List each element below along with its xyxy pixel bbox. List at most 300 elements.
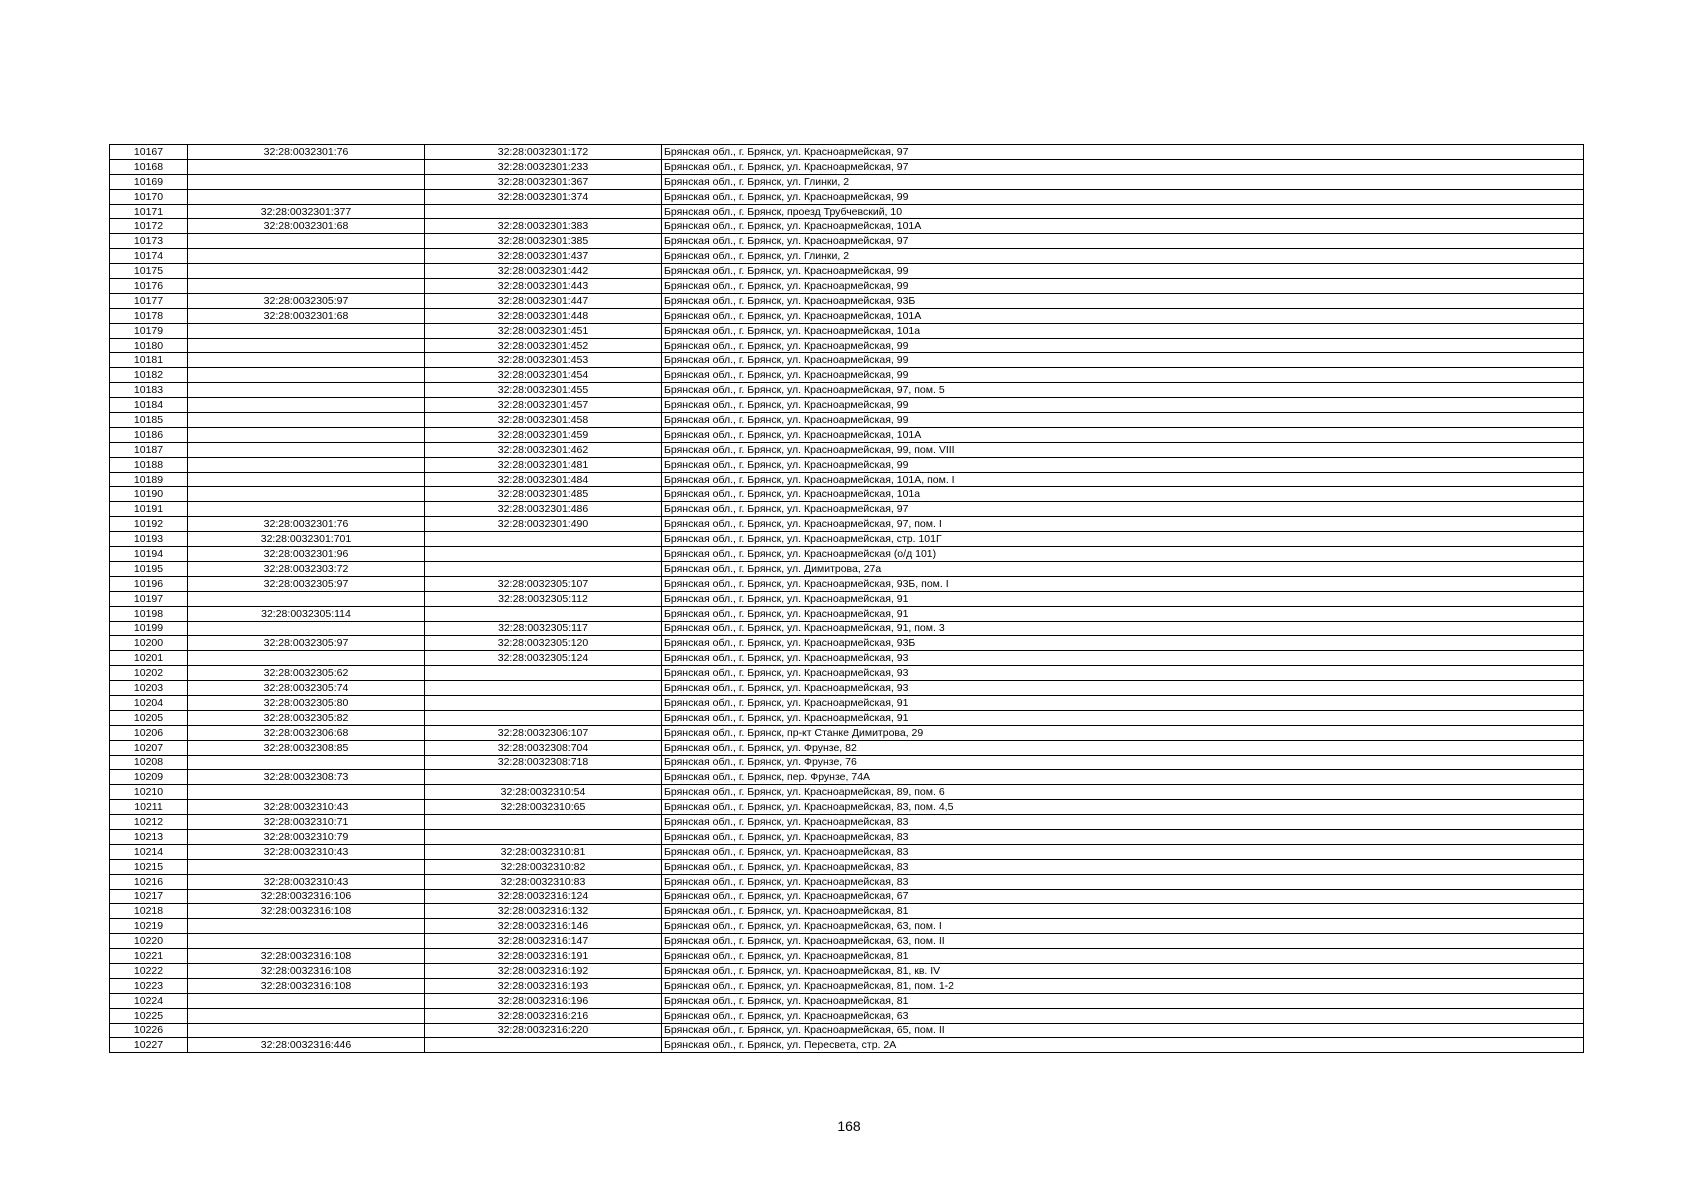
row-number-cell: 10215 <box>110 859 188 874</box>
address-cell: Брянская обл., г. Брянск, ул. Красноармейская, 99 <box>662 353 1584 368</box>
parent-cadastral-number-cell: 32:28:0032305:114 <box>188 606 425 621</box>
table-row <box>110 472 1584 487</box>
table-row <box>110 844 1584 859</box>
parent-cadastral-number-cell <box>188 755 425 770</box>
parent-cadastral-number-cell <box>188 353 425 368</box>
row-number-cell: 10208 <box>110 755 188 770</box>
cadastral-number-cell: 32:28:0032301:374 <box>425 189 662 204</box>
address-cell: Брянская обл., г. Брянск, ул. Фрунзе, 76 <box>662 755 1584 770</box>
cadastral-number-cell: 32:28:0032301:451 <box>425 323 662 338</box>
cadastral-number-cell <box>425 695 662 710</box>
cadastral-number-cell: 32:28:0032316:132 <box>425 904 662 919</box>
row-number-cell: 10168 <box>110 159 188 174</box>
parent-cadastral-number-cell <box>188 279 425 294</box>
row-number-cell: 10222 <box>110 963 188 978</box>
parent-cadastral-number-cell: 32:28:0032316:106 <box>188 889 425 904</box>
parent-cadastral-number-cell <box>188 591 425 606</box>
address-cell: Брянская обл., г. Брянск, ул. Красноармейская, 101А <box>662 219 1584 234</box>
row-number-cell: 10203 <box>110 681 188 696</box>
table-row <box>110 249 1584 264</box>
address-cell: Брянская обл., г. Брянск, ул. Красноармейская, 97 <box>662 159 1584 174</box>
cadastral-number-cell: 32:28:0032316:147 <box>425 934 662 949</box>
row-number-cell: 10177 <box>110 293 188 308</box>
parent-cadastral-number-cell <box>188 249 425 264</box>
address-cell: Брянская обл., г. Брянск, ул. Красноармейская, 83 <box>662 829 1584 844</box>
row-number-cell: 10218 <box>110 904 188 919</box>
row-number-cell: 10190 <box>110 487 188 502</box>
row-number-cell: 10219 <box>110 919 188 934</box>
row-number-cell: 10167 <box>110 145 188 160</box>
row-number-cell: 10189 <box>110 472 188 487</box>
cadastral-number-cell <box>425 666 662 681</box>
table-row <box>110 264 1584 279</box>
table-row <box>110 591 1584 606</box>
table-row <box>110 353 1584 368</box>
address-cell: Брянская обл., г. Брянск, ул. Красноармейская, 91 <box>662 606 1584 621</box>
address-cell: Брянская обл., г. Брянск, ул. Красноармейская, стр. 101Г <box>662 532 1584 547</box>
address-cell: Брянская обл., г. Брянск, ул. Красноармейская, 101А, пом. I <box>662 472 1584 487</box>
row-number-cell: 10185 <box>110 413 188 428</box>
cadastral-number-cell <box>425 770 662 785</box>
cadastral-number-cell <box>425 710 662 725</box>
address-cell: Брянская обл., г. Брянск, ул. Красноармейская, 99 <box>662 279 1584 294</box>
parent-cadastral-number-cell: 32:28:0032305:62 <box>188 666 425 681</box>
cadastral-number-cell: 32:28:0032316:191 <box>425 949 662 964</box>
parent-cadastral-number-cell <box>188 383 425 398</box>
parent-cadastral-number-cell <box>188 859 425 874</box>
table-row <box>110 725 1584 740</box>
cadastral-number-cell: 32:28:0032301:459 <box>425 427 662 442</box>
row-number-cell: 10194 <box>110 547 188 562</box>
parent-cadastral-number-cell <box>188 442 425 457</box>
cadastral-number-cell: 32:28:0032316:146 <box>425 919 662 934</box>
parent-cadastral-number-cell: 32:28:0032305:74 <box>188 681 425 696</box>
row-number-cell: 10170 <box>110 189 188 204</box>
table-row <box>110 547 1584 562</box>
table-row <box>110 413 1584 428</box>
address-cell: Брянская обл., г. Брянск, ул. Красноармейская, 97, пом. 5 <box>662 383 1584 398</box>
row-number-cell: 10187 <box>110 442 188 457</box>
address-cell: Брянская обл., г. Брянск, ул. Красноармейская, 97, пом. I <box>662 517 1584 532</box>
address-cell: Брянская обл., г. Брянск, ул. Фрунзе, 82 <box>662 740 1584 755</box>
table-row <box>110 517 1584 532</box>
parent-cadastral-number-cell <box>188 472 425 487</box>
table-row <box>110 427 1584 442</box>
parent-cadastral-number-cell: 32:28:0032316:108 <box>188 963 425 978</box>
address-cell: Брянская обл., г. Брянск, ул. Красноармейская, 81 <box>662 904 1584 919</box>
address-cell: Брянская обл., г. Брянск, ул. Красноармейская, 65, пом. II <box>662 1023 1584 1038</box>
row-number-cell: 10200 <box>110 636 188 651</box>
cadastral-number-cell: 32:28:0032305:112 <box>425 591 662 606</box>
cadastral-number-cell: 32:28:0032310:65 <box>425 800 662 815</box>
parent-cadastral-number-cell <box>188 502 425 517</box>
table-row <box>110 308 1584 323</box>
row-number-cell: 10223 <box>110 978 188 993</box>
address-cell: Брянская обл., г. Брянск, ул. Глинки, 2 <box>662 174 1584 189</box>
parent-cadastral-number-cell <box>188 934 425 949</box>
address-cell: Брянская обл., г. Брянск, ул. Красноармейская, 99 <box>662 457 1584 472</box>
cadastral-number-cell: 32:28:0032316:216 <box>425 1008 662 1023</box>
parent-cadastral-number-cell <box>188 398 425 413</box>
table-row <box>110 293 1584 308</box>
table-row <box>110 651 1584 666</box>
address-cell: Брянская обл., г. Брянск, ул. Красноармейская, 91 <box>662 591 1584 606</box>
cadastral-number-cell: 32:28:0032301:481 <box>425 457 662 472</box>
cadastral-number-cell: 32:28:0032308:704 <box>425 740 662 755</box>
cadastral-number-cell: 32:28:0032301:447 <box>425 293 662 308</box>
parent-cadastral-number-cell: 32:28:0032310:43 <box>188 844 425 859</box>
row-number-cell: 10178 <box>110 308 188 323</box>
cadastral-number-cell: 32:28:0032301:490 <box>425 517 662 532</box>
cadastral-number-cell <box>425 815 662 830</box>
table-row <box>110 666 1584 681</box>
parent-cadastral-number-cell: 32:28:0032301:96 <box>188 547 425 562</box>
table-row <box>110 859 1584 874</box>
row-number-cell: 10201 <box>110 651 188 666</box>
address-cell: Брянская обл., г. Брянск, ул. Красноармейская, 63, пом. I <box>662 919 1584 934</box>
parent-cadastral-number-cell: 32:28:0032310:43 <box>188 800 425 815</box>
cadastral-number-cell: 32:28:0032316:196 <box>425 993 662 1008</box>
table-row <box>110 368 1584 383</box>
row-number-cell: 10209 <box>110 770 188 785</box>
table-row <box>110 710 1584 725</box>
cadastral-number-cell: 32:28:0032301:448 <box>425 308 662 323</box>
row-number-cell: 10217 <box>110 889 188 904</box>
row-number-cell: 10188 <box>110 457 188 472</box>
cadastral-number-cell: 32:28:0032316:192 <box>425 963 662 978</box>
address-cell: Брянская обл., г. Брянск, ул. Красноармейская, 81 <box>662 949 1584 964</box>
row-number-cell: 10184 <box>110 398 188 413</box>
table-row <box>110 963 1584 978</box>
row-number-cell: 10211 <box>110 800 188 815</box>
table-row <box>110 770 1584 785</box>
cadastral-number-cell: 32:28:0032301:462 <box>425 442 662 457</box>
parent-cadastral-number-cell: 32:28:0032305:97 <box>188 293 425 308</box>
address-cell: Брянская обл., г. Брянск, ул. Красноармейская, 91 <box>662 710 1584 725</box>
table-row <box>110 502 1584 517</box>
row-number-cell: 10198 <box>110 606 188 621</box>
address-cell: Брянская обл., г. Брянск, ул. Красноармейская, 83 <box>662 859 1584 874</box>
row-number-cell: 10212 <box>110 815 188 830</box>
parent-cadastral-number-cell: 32:28:0032301:76 <box>188 145 425 160</box>
address-cell: Брянская обл., г. Брянск, пр-кт Станке Димитрова, 29 <box>662 725 1584 740</box>
address-cell: Брянская обл., г. Брянск, ул. Красноармейская, 83 <box>662 844 1584 859</box>
parent-cadastral-number-cell: 32:28:0032310:71 <box>188 815 425 830</box>
cadastral-number-cell: 32:28:0032301:367 <box>425 174 662 189</box>
table-row <box>110 815 1584 830</box>
address-cell: Брянская обл., г. Брянск, ул. Красноармейская, 81 <box>662 993 1584 1008</box>
cadastral-number-cell <box>425 1038 662 1053</box>
row-number-cell: 10182 <box>110 368 188 383</box>
table-row <box>110 904 1584 919</box>
cadastral-number-cell: 32:28:0032301:485 <box>425 487 662 502</box>
cadastral-number-cell: 32:28:0032316:193 <box>425 978 662 993</box>
parent-cadastral-number-cell: 32:28:0032303:72 <box>188 561 425 576</box>
parent-cadastral-number-cell: 32:28:0032301:377 <box>188 204 425 219</box>
table-row <box>110 800 1584 815</box>
parent-cadastral-number-cell: 32:28:0032305:82 <box>188 710 425 725</box>
row-number-cell: 10174 <box>110 249 188 264</box>
table-row <box>110 681 1584 696</box>
address-cell: Брянская обл., г. Брянск, ул. Красноармейская, 99 <box>662 398 1584 413</box>
cadastral-number-cell: 32:28:0032301:385 <box>425 234 662 249</box>
row-number-cell: 10210 <box>110 785 188 800</box>
cadastral-number-cell: 32:28:0032310:81 <box>425 844 662 859</box>
address-cell: Брянская обл., г. Брянск, ул. Красноармейская, 81, кв. IV <box>662 963 1584 978</box>
row-number-cell: 10172 <box>110 219 188 234</box>
table-row <box>110 785 1584 800</box>
parent-cadastral-number-cell <box>188 413 425 428</box>
cadastral-number-cell <box>425 606 662 621</box>
cadastral-number-cell: 32:28:0032305:124 <box>425 651 662 666</box>
row-number-cell: 10196 <box>110 576 188 591</box>
address-cell: Брянская обл., г. Брянск, ул. Димитрова, 27а <box>662 561 1584 576</box>
address-cell: Брянская обл., г. Брянск, ул. Красноармейская, 101А <box>662 308 1584 323</box>
table-row <box>110 189 1584 204</box>
cadastral-number-cell: 32:28:0032305:107 <box>425 576 662 591</box>
cadastral-number-cell: 32:28:0032316:220 <box>425 1023 662 1038</box>
page-number: 168 <box>837 1118 861 1134</box>
table-row <box>110 398 1584 413</box>
parent-cadastral-number-cell <box>188 323 425 338</box>
table-row <box>110 606 1584 621</box>
cadastral-number-cell: 32:28:0032301:484 <box>425 472 662 487</box>
table-row <box>110 889 1584 904</box>
table-row <box>110 219 1584 234</box>
cadastral-number-cell: 32:28:0032301:486 <box>425 502 662 517</box>
cadastral-number-cell <box>425 532 662 547</box>
parent-cadastral-number-cell <box>188 189 425 204</box>
table-row <box>110 1038 1584 1053</box>
table-row <box>110 204 1584 219</box>
row-number-cell: 10176 <box>110 279 188 294</box>
row-number-cell: 10225 <box>110 1008 188 1023</box>
cadastral-number-cell: 32:28:0032301:452 <box>425 338 662 353</box>
row-number-cell: 10186 <box>110 427 188 442</box>
parent-cadastral-number-cell: 32:28:0032305:97 <box>188 636 425 651</box>
row-number-cell: 10179 <box>110 323 188 338</box>
table-row <box>110 487 1584 502</box>
cadastral-number-cell: 32:28:0032301:172 <box>425 145 662 160</box>
cadastral-number-cell: 32:28:0032301:437 <box>425 249 662 264</box>
parent-cadastral-number-cell <box>188 427 425 442</box>
table-row <box>110 934 1584 949</box>
address-cell: Брянская обл., г. Брянск, ул. Красноармейская, 99 <box>662 264 1584 279</box>
cadastral-number-cell: 32:28:0032310:83 <box>425 874 662 889</box>
cadastral-number-cell <box>425 681 662 696</box>
parent-cadastral-number-cell <box>188 159 425 174</box>
row-number-cell: 10180 <box>110 338 188 353</box>
cadastral-table <box>109 144 1584 1053</box>
parent-cadastral-number-cell: 32:28:0032310:79 <box>188 829 425 844</box>
address-cell: Брянская обл., г. Брянск, ул. Красноармейская, 67 <box>662 889 1584 904</box>
row-number-cell: 10175 <box>110 264 188 279</box>
cadastral-number-cell <box>425 547 662 562</box>
address-cell: Брянская обл., г. Брянск, ул. Красноармейская, 83 <box>662 815 1584 830</box>
parent-cadastral-number-cell <box>188 1008 425 1023</box>
address-cell: Брянская обл., г. Брянск, ул. Красноармейская, 101а <box>662 323 1584 338</box>
parent-cadastral-number-cell <box>188 919 425 934</box>
address-cell: Брянская обл., г. Брянск, ул. Красноармейская, 97 <box>662 502 1584 517</box>
cadastral-number-cell: 32:28:0032305:117 <box>425 621 662 636</box>
address-cell: Брянская обл., г. Брянск, ул. Глинки, 2 <box>662 249 1584 264</box>
cadastral-number-cell: 32:28:0032305:120 <box>425 636 662 651</box>
parent-cadastral-number-cell <box>188 487 425 502</box>
address-cell: Брянская обл., г. Брянск, пер. Фрунзе, 74А <box>662 770 1584 785</box>
cadastral-number-cell: 32:28:0032301:443 <box>425 279 662 294</box>
parent-cadastral-number-cell: 32:28:0032306:68 <box>188 725 425 740</box>
row-number-cell: 10173 <box>110 234 188 249</box>
table-row <box>110 323 1584 338</box>
parent-cadastral-number-cell <box>188 993 425 1008</box>
table-row <box>110 621 1584 636</box>
parent-cadastral-number-cell <box>188 174 425 189</box>
row-number-cell: 10202 <box>110 666 188 681</box>
table-row <box>110 636 1584 651</box>
table-row <box>110 993 1584 1008</box>
address-cell: Брянская обл., г. Брянск, ул. Красноармейская, 93 <box>662 681 1584 696</box>
row-number-cell: 10207 <box>110 740 188 755</box>
cadastral-table-body <box>110 145 1584 1053</box>
row-number-cell: 10221 <box>110 949 188 964</box>
table-row <box>110 740 1584 755</box>
row-number-cell: 10214 <box>110 844 188 859</box>
address-cell: Брянская обл., г. Брянск, ул. Красноармейская, 93Б, пом. I <box>662 576 1584 591</box>
cadastral-number-cell: 32:28:0032306:107 <box>425 725 662 740</box>
address-cell: Брянская обл., г. Брянск, ул. Красноармейская (о/д 101) <box>662 547 1584 562</box>
row-number-cell: 10197 <box>110 591 188 606</box>
cadastral-number-cell: 32:28:0032310:82 <box>425 859 662 874</box>
cadastral-number-cell: 32:28:0032301:453 <box>425 353 662 368</box>
parent-cadastral-number-cell: 32:28:0032305:97 <box>188 576 425 591</box>
parent-cadastral-number-cell <box>188 264 425 279</box>
address-cell: Брянская обл., г. Брянск, ул. Красноармейская, 91 <box>662 695 1584 710</box>
parent-cadastral-number-cell <box>188 785 425 800</box>
address-cell: Брянская обл., г. Брянск, ул. Красноармейская, 93 <box>662 666 1584 681</box>
cadastral-number-cell: 32:28:0032310:54 <box>425 785 662 800</box>
cadastral-number-cell: 32:28:0032301:457 <box>425 398 662 413</box>
table-row <box>110 919 1584 934</box>
parent-cadastral-number-cell: 32:28:0032310:43 <box>188 874 425 889</box>
row-number-cell: 10204 <box>110 695 188 710</box>
table-row <box>110 159 1584 174</box>
address-cell: Брянская обл., г. Брянск, ул. Красноармейская, 99, пом. VIII <box>662 442 1584 457</box>
address-cell: Брянская обл., г. Брянск, ул. Красноармейская, 83, пом. 4,5 <box>662 800 1584 815</box>
row-number-cell: 10169 <box>110 174 188 189</box>
address-cell: Брянская обл., г. Брянск, ул. Красноармейская, 89, пом. 6 <box>662 785 1584 800</box>
table-row <box>110 457 1584 472</box>
cadastral-number-cell: 32:28:0032301:233 <box>425 159 662 174</box>
parent-cadastral-number-cell <box>188 621 425 636</box>
row-number-cell: 10205 <box>110 710 188 725</box>
table-row <box>110 174 1584 189</box>
table-row <box>110 978 1584 993</box>
cadastral-number-cell <box>425 561 662 576</box>
table-row <box>110 874 1584 889</box>
address-cell: Брянская обл., г. Брянск, ул. Красноармейская, 93 <box>662 651 1584 666</box>
parent-cadastral-number-cell <box>188 457 425 472</box>
table-row <box>110 829 1584 844</box>
row-number-cell: 10193 <box>110 532 188 547</box>
address-cell: Брянская обл., г. Брянск, ул. Красноармейская, 93Б <box>662 636 1584 651</box>
address-cell: Брянская обл., г. Брянск, ул. Красноармейская, 101а <box>662 487 1584 502</box>
table-row <box>110 576 1584 591</box>
row-number-cell: 10181 <box>110 353 188 368</box>
parent-cadastral-number-cell: 32:28:0032301:76 <box>188 517 425 532</box>
parent-cadastral-number-cell: 32:28:0032301:701 <box>188 532 425 547</box>
table-row <box>110 145 1584 160</box>
cadastral-number-cell: 32:28:0032301:442 <box>425 264 662 279</box>
parent-cadastral-number-cell: 32:28:0032301:68 <box>188 308 425 323</box>
address-cell: Брянская обл., г. Брянск, ул. Красноармейская, 91, пом. 3 <box>662 621 1584 636</box>
address-cell: Брянская обл., г. Брянск, ул. Красноармейская, 99 <box>662 413 1584 428</box>
cadastral-number-cell: 32:28:0032301:455 <box>425 383 662 398</box>
table-row <box>110 949 1584 964</box>
parent-cadastral-number-cell: 32:28:0032308:85 <box>188 740 425 755</box>
parent-cadastral-number-cell: 32:28:0032316:108 <box>188 949 425 964</box>
row-number-cell: 10213 <box>110 829 188 844</box>
cadastral-number-cell: 32:28:0032316:124 <box>425 889 662 904</box>
parent-cadastral-number-cell <box>188 338 425 353</box>
address-cell: Брянская обл., г. Брянск, ул. Красноармейская, 83 <box>662 874 1584 889</box>
row-number-cell: 10220 <box>110 934 188 949</box>
address-cell: Брянская обл., г. Брянск, ул. Красноармейская, 99 <box>662 189 1584 204</box>
cadastral-number-cell: 32:28:0032301:458 <box>425 413 662 428</box>
address-cell: Брянская обл., г. Брянск, ул. Красноармейская, 99 <box>662 338 1584 353</box>
table-row <box>110 532 1584 547</box>
parent-cadastral-number-cell: 32:28:0032308:73 <box>188 770 425 785</box>
table-row <box>110 279 1584 294</box>
row-number-cell: 10191 <box>110 502 188 517</box>
cadastral-number-cell <box>425 829 662 844</box>
cadastral-number-cell: 32:28:0032301:454 <box>425 368 662 383</box>
address-cell: Брянская обл., г. Брянск, ул. Красноармейская, 97 <box>662 145 1584 160</box>
row-number-cell: 10226 <box>110 1023 188 1038</box>
parent-cadastral-number-cell <box>188 368 425 383</box>
parent-cadastral-number-cell: 32:28:0032316:108 <box>188 904 425 919</box>
address-cell: Брянская обл., г. Брянск, ул. Красноармейская, 97 <box>662 234 1584 249</box>
row-number-cell: 10192 <box>110 517 188 532</box>
address-cell: Брянская обл., г. Брянск, ул. Красноармейская, 93Б <box>662 293 1584 308</box>
table-row <box>110 383 1584 398</box>
row-number-cell: 10216 <box>110 874 188 889</box>
table-row <box>110 561 1584 576</box>
table-row <box>110 338 1584 353</box>
row-number-cell: 10171 <box>110 204 188 219</box>
address-cell: Брянская обл., г. Брянск, ул. Красноармейская, 101А <box>662 427 1584 442</box>
address-cell: Брянская обл., г. Брянск, ул. Красноармейская, 81, пом. 1-2 <box>662 978 1584 993</box>
address-cell: Брянская обл., г. Брянск, ул. Красноармейская, 63, пом. II <box>662 934 1584 949</box>
address-cell: Брянская обл., г. Брянск, проезд Трубчевский, 10 <box>662 204 1584 219</box>
table-row <box>110 1023 1584 1038</box>
cadastral-number-cell: 32:28:0032301:383 <box>425 219 662 234</box>
row-number-cell: 10224 <box>110 993 188 1008</box>
address-cell: Брянская обл., г. Брянск, ул. Пересвета, стр. 2А <box>662 1038 1584 1053</box>
address-cell: Брянская обл., г. Брянск, ул. Красноармейская, 99 <box>662 368 1584 383</box>
row-number-cell: 10206 <box>110 725 188 740</box>
parent-cadastral-number-cell: 32:28:0032316:108 <box>188 978 425 993</box>
cadastral-number-cell <box>425 204 662 219</box>
table-row <box>110 234 1584 249</box>
row-number-cell: 10199 <box>110 621 188 636</box>
row-number-cell: 10183 <box>110 383 188 398</box>
table-row <box>110 1008 1584 1023</box>
parent-cadastral-number-cell: 32:28:0032316:446 <box>188 1038 425 1053</box>
row-number-cell: 10195 <box>110 561 188 576</box>
parent-cadastral-number-cell <box>188 651 425 666</box>
table-row <box>110 695 1584 710</box>
cadastral-number-cell: 32:28:0032308:718 <box>425 755 662 770</box>
